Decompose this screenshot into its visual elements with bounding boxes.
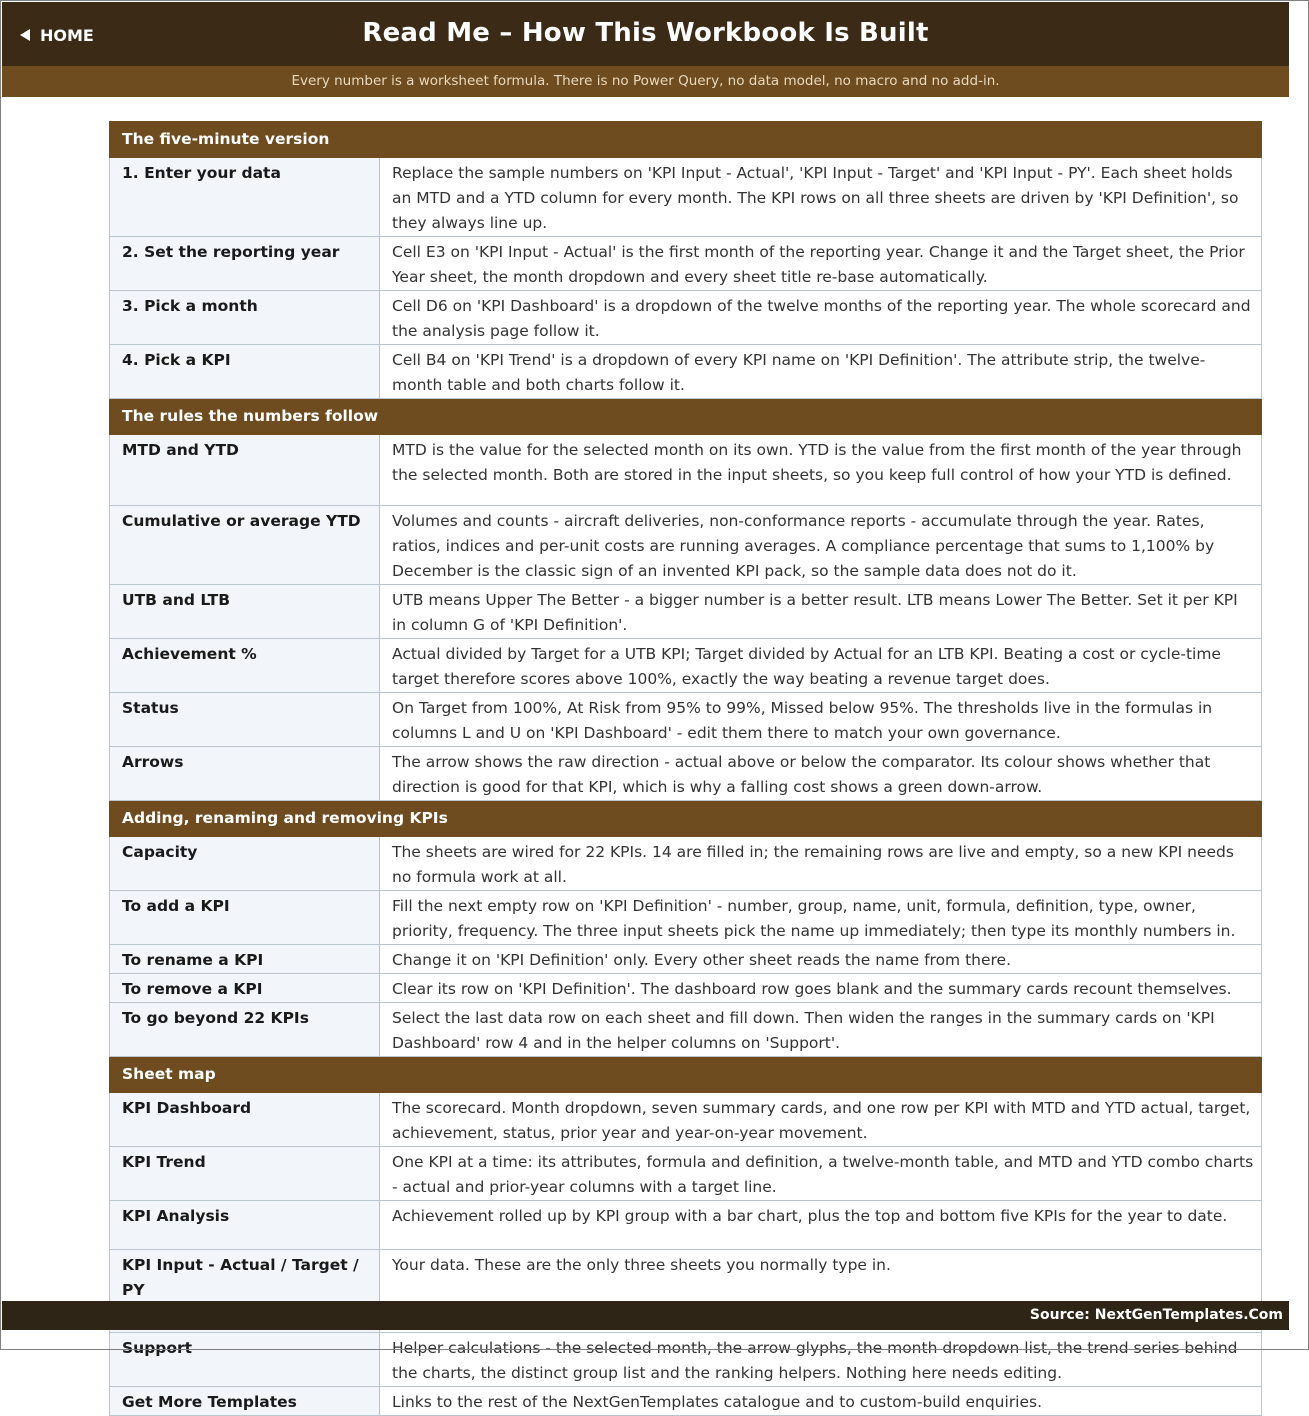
- row-description: Your data. These are the only three sheets you normally type in.: [380, 1250, 1262, 1304]
- row-description: Fill the next empty row on 'KPI Definition' - number, group, name, unit, formula, definition, type, owner, priority, frequency. The three input sheets pick the name up immediately; then type its monthly numbers in.: [380, 891, 1262, 945]
- row-key: To go beyond 22 KPIs: [110, 1003, 380, 1057]
- row-key: To rename a KPI: [110, 945, 380, 974]
- source-credit: Source: NextGenTemplates.Com: [1029, 1307, 1283, 1323]
- table-row: [110, 747, 1262, 801]
- row-description: Change it on 'KPI Definition' only. Every other sheet reads the name from there.: [380, 945, 1262, 974]
- table-row: [110, 237, 1262, 291]
- page-title: Read Me – How This Workbook Is Built: [362, 18, 929, 48]
- row-key: Cumulative or average YTD: [110, 506, 380, 585]
- section-header: [110, 1057, 1262, 1093]
- section-header: [110, 399, 1262, 435]
- row-key: 1. Enter your data: [110, 158, 380, 237]
- row-description: Cell D6 on 'KPI Dashboard' is a dropdown of the twelve months of the reporting year. The whole scorecard and the analysis page follow it.: [380, 291, 1262, 345]
- table-row: [110, 1093, 1262, 1147]
- table-row: [110, 1201, 1262, 1250]
- row-description: Replace the sample numbers on 'KPI Input - Actual', 'KPI Input - Target' and 'KPI Input - PY'. Each sheet holds an MTD and a YTD column for every month. The KPI rows on all three sheets are driven by 'KPI Definition', so they always line up.: [380, 158, 1262, 237]
- row-description: Achievement rolled up by KPI group with a bar chart, plus the top and bottom five KPIs for the year to date.: [380, 1201, 1262, 1250]
- section-title: Sheet map: [110, 1057, 1262, 1093]
- section-header: [110, 801, 1262, 837]
- table-row: [110, 1147, 1262, 1201]
- page-subtitle: Every number is a worksheet formula. There is no Power Query, no data model, no macro and no add-in.: [2, 66, 1289, 97]
- footer-bar: [2, 1301, 1289, 1330]
- row-description: The scorecard. Month dropdown, seven summary cards, and one row per KPI with MTD and YTD actual, target, achievement, status, prior year and year-on-year movement.: [380, 1093, 1262, 1147]
- table-row: [110, 291, 1262, 345]
- row-description: Cell E3 on 'KPI Input - Actual' is the first month of the reporting year. Change it and the Target sheet, the Prior Year sheet, the month dropdown and every sheet title re-base automatically.: [380, 237, 1262, 291]
- table-row: [110, 506, 1262, 585]
- row-key: 2. Set the reporting year: [110, 237, 380, 291]
- table-row: [110, 158, 1262, 237]
- table-row: [110, 891, 1262, 945]
- table-row: [110, 345, 1262, 399]
- section-title: The rules the numbers follow: [110, 399, 1262, 435]
- row-key: Capacity: [110, 837, 380, 891]
- row-key: KPI Analysis: [110, 1201, 380, 1250]
- table-row: [110, 945, 1262, 974]
- table-row: [110, 837, 1262, 891]
- row-description: Select the last data row on each sheet and fill down. Then widen the ranges in the summary cards on 'KPI Dashboard' row 4 and in the helper columns on 'Support'.: [380, 1003, 1262, 1057]
- section-header: [110, 122, 1262, 158]
- row-description: Links to the rest of the NextGenTemplates catalogue and to custom-build enquiries.: [380, 1387, 1262, 1416]
- row-key: 4. Pick a KPI: [110, 345, 380, 399]
- table-row: [110, 435, 1262, 506]
- row-key: Arrows: [110, 747, 380, 801]
- row-description: Volumes and counts - aircraft deliveries, non-conformance reports - accumulate through the year. Rates, ratios, indices and per-unit costs are running averages. A compliance percentage that sums to 1,100% by December is the classic sign of an invented KPI pack, so the sample data does not do it.: [380, 506, 1262, 585]
- row-key: KPI Dashboard: [110, 1093, 380, 1147]
- row-description: The sheets are wired for 22 KPIs. 14 are filled in; the remaining rows are live and empty, so a new KPI needs no formula work at all.: [380, 837, 1262, 891]
- row-key: UTB and LTB: [110, 585, 380, 639]
- row-description: The arrow shows the raw direction - actual above or below the comparator. Its colour shows whether that direction is good for that KPI, which is why a falling cost shows a green down-arrow.: [380, 747, 1262, 801]
- row-key: KPI Trend: [110, 1147, 380, 1201]
- table-row: [110, 693, 1262, 747]
- row-key: To remove a KPI: [110, 974, 380, 1003]
- row-key: KPI Input - Actual / Target / PY: [110, 1250, 380, 1304]
- table-row: [110, 585, 1262, 639]
- home-label: HOME: [40, 25, 94, 45]
- row-key: 3. Pick a month: [110, 291, 380, 345]
- row-description: On Target from 100%, At Risk from 95% to 99%, Missed below 95%. The thresholds live in the formulas in columns L and U on 'KPI Dashboard' - edit them there to match your own governance.: [380, 693, 1262, 747]
- table-row: [110, 639, 1262, 693]
- row-description: One KPI at a time: its attributes, formula and definition, a twelve-month table, and MTD and YTD combo charts - actual and prior-year columns with a target line.: [380, 1147, 1262, 1201]
- row-key: Achievement %: [110, 639, 380, 693]
- row-description: UTB means Upper The Better - a bigger number is a better result. LTB means Lower The Better. Set it per KPI in column G of 'KPI Definition'.: [380, 585, 1262, 639]
- section-title: The five-minute version: [110, 122, 1262, 158]
- row-key: To add a KPI: [110, 891, 380, 945]
- table-row: [110, 974, 1262, 1003]
- row-key: Support: [110, 1333, 380, 1387]
- title-bar: [2, 2, 1289, 66]
- row-description: Actual divided by Target for a UTB KPI; Target divided by Actual for an LTB KPI. Beating a cost or cycle-time target therefore scores above 100%, exactly the way beating a revenue target does.: [380, 639, 1262, 693]
- row-description: Clear its row on 'KPI Definition'. The dashboard row goes blank and the summary cards recount themselves.: [380, 974, 1262, 1003]
- readme-table: [109, 121, 1262, 1416]
- row-key: MTD and YTD: [110, 435, 380, 506]
- row-description: MTD is the value for the selected month on its own. YTD is the value from the first month of the year through the selected month. Both are stored in the input sheets, so you keep full control of how your YTD is defined.: [380, 435, 1262, 506]
- row-description: Helper calculations - the selected month, the arrow glyphs, the month dropdown list, the trend series behind the charts, the distinct group list and the ranking helpers. Nothing here needs editing.: [380, 1333, 1262, 1387]
- section-title: Adding, renaming and removing KPIs: [110, 801, 1262, 837]
- table-row: [110, 1250, 1262, 1304]
- table-row: [110, 1003, 1262, 1057]
- table-row: [110, 1333, 1262, 1387]
- row-description: Cell B4 on 'KPI Trend' is a dropdown of every KPI name on 'KPI Definition'. The attribute strip, the twelve-month table and both charts follow it.: [380, 345, 1262, 399]
- row-key: Status: [110, 693, 380, 747]
- row-key: Get More Templates: [110, 1387, 380, 1416]
- table-row: [110, 1387, 1262, 1416]
